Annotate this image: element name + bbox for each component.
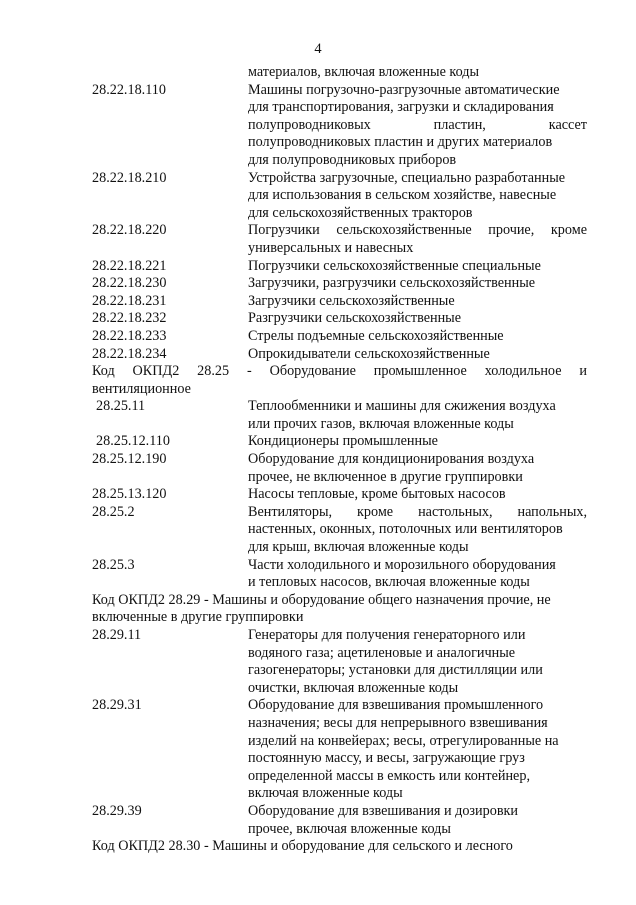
list-item (92, 803, 587, 838)
list-item (92, 310, 587, 328)
okpd-description: Генераторы для получения генераторного или водяного газа; ацетиленовые и аналогичные газогенераторы; установки для дистилляции или очистки, включая вложенные коды (248, 627, 543, 696)
okpd-code: 28.29.11 (92, 627, 142, 643)
okpd-description: Оборудование для кондиционирования воздуха прочее, не включенное в другие группировки (248, 451, 535, 485)
okpd-code: 28.25.13.120 (92, 486, 167, 503)
section-heading: Код ОКПД2 28.29 - Машины и оборудование общего назначения прочие, не включенные в другие группировки (92, 591, 551, 626)
okpd-code: 28.22.18.232 (92, 310, 167, 327)
section-heading: Код ОКПД2 28.30 - Машины и оборудование для сельского и лесного (92, 838, 513, 855)
okpd-description: Оборудование для взвешивания и дозировки прочее, включая вложенные коды (248, 802, 519, 837)
section-heading: Код ОКПД2 28.25 - Оборудование промышленное холодильное и вентиляционное (92, 363, 587, 397)
okpd-description: Стрелы подъемные сельскохозяйственные (248, 327, 504, 344)
okpd-description: Устройства загрузочные, специально разработанные для использования в сельском хозяйстве, навесные для сельскохозяйственных тракторов (248, 169, 566, 221)
okpd-code: 28.29.39 (92, 802, 142, 819)
okpd-code: 28.25.12.190 (92, 451, 167, 468)
list-item (92, 293, 587, 311)
okpd-code: 28.22.18.234 (92, 345, 167, 362)
okpd-description: Вентиляторы, кроме настольных, напольных, настенных, оконных, потолочных или вентиляторов для крыш, включая вложенные коды (248, 503, 587, 556)
list-item (92, 258, 587, 276)
okpd-code (92, 64, 248, 82)
list-item (92, 82, 587, 170)
okpd-code: 28.22.18.110 (92, 81, 166, 98)
document-body (92, 64, 587, 856)
list-item (92, 504, 587, 557)
okpd-description: Загрузчики, разгрузчики сельскохозяйственные (248, 275, 536, 292)
okpd-code: 28.22.18.230 (92, 275, 167, 292)
list-item (92, 486, 587, 504)
okpd-description: Части холодильного и морозильного оборудования и тепловых насосов, включая вложенные коды (248, 556, 556, 591)
list-item (92, 433, 587, 451)
list-item (92, 697, 587, 803)
okpd-code: 28.29.31 (92, 697, 142, 714)
list-item (92, 557, 587, 592)
okpd-code: 28.22.18.210 (92, 169, 167, 186)
list-item (92, 275, 587, 293)
okpd-code: 28.25.3 (92, 556, 135, 573)
okpd-description: Погрузчики сельскохозяйственные прочие, кроме универсальных и навесных (248, 222, 587, 256)
list-item (92, 451, 587, 486)
okpd-code: 28.25.2 (92, 503, 135, 520)
okpd-description: Насосы тепловые, кроме бытовых насосов (248, 486, 506, 503)
okpd-description: Опрокидыватели сельскохозяйственные (248, 345, 490, 362)
list-item (92, 398, 587, 433)
okpd-description: материалов, включая вложенные коды (248, 64, 480, 80)
okpd-code: 28.22.18.233 (92, 327, 167, 344)
okpd-code: 28.22.18.221 (92, 257, 167, 274)
okpd-code: 28.22.18.231 (92, 292, 167, 309)
okpd-description: Разгрузчики сельскохозяйственные (248, 310, 462, 327)
okpd-description: Погрузчики сельскохозяйственные специальные (248, 257, 541, 274)
okpd-description: Кондиционеры промышленные (248, 433, 438, 450)
okpd-description: Оборудование для взвешивания промышленного назначения; весы для непрерывного взвешивания изделий на конвейерах; весы, отрегулированные на постоянную массу, и весы, загружающие груз определенной массы в емкость или контейнер, включая вложенные коды (248, 697, 559, 802)
okpd-code: 28.25.11 (96, 398, 146, 415)
list-item (92, 222, 587, 257)
okpd-description: Машины погрузочно-разгрузочные автоматические для транспортирования, загрузки и складирования полупроводниковых пластин, кассет полупроводниковых пластин и других материалов для полупроводниковых приборов (248, 81, 587, 168)
list-item (92, 328, 587, 346)
okpd-code: 28.22.18.220 (92, 222, 167, 239)
list-item (92, 170, 587, 223)
list-item (92, 64, 587, 82)
okpd-description: Теплообменники и машины для сжижения воздуха или прочих газов, включая вложенные коды (248, 398, 556, 432)
page-number: 4 (314, 41, 322, 57)
list-item (92, 627, 587, 697)
okpd-description: Загрузчики сельскохозяйственные (248, 292, 455, 309)
okpd-code: 28.25.12.110 (96, 433, 170, 450)
list-item (92, 346, 587, 364)
